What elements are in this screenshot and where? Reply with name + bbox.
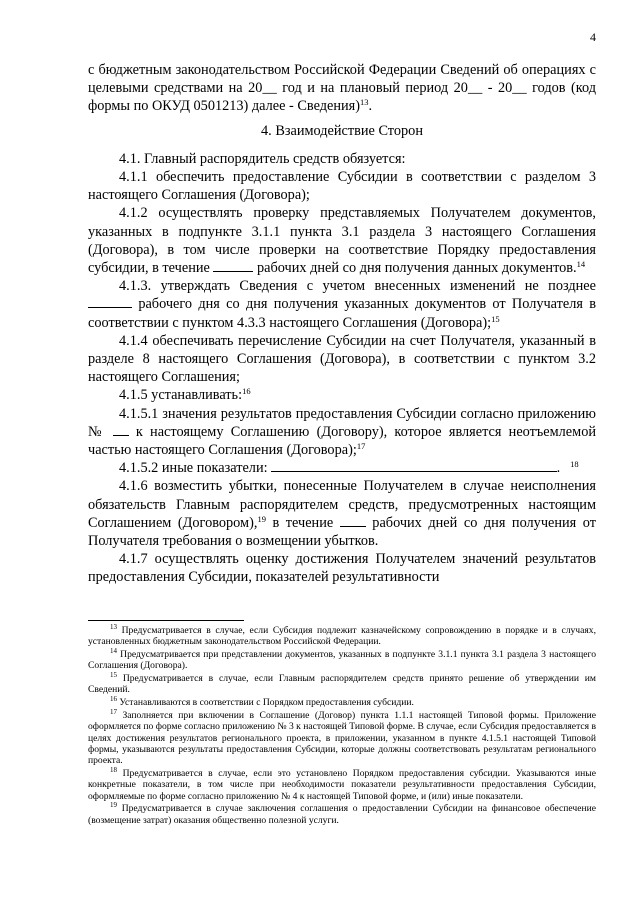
footnote: $^{15}$ Предусматривается в случае, если Главным распорядителем средств принято решение об утверждении им Сведений. — [88, 671, 596, 696]
footnote-divider — [88, 620, 244, 621]
clause-4-1-2: 4.1.2 осуществлять проверку представляемых Получателем документов, указанных в подпункте 3.1.1 пункта 3.1 раздела 3 настоящего Соглашения (Договора), в том числе проверки на соответствие Порядку предоставления субсидии, в течение рабочих дней со дня получения данных документов.$^{14}$ — [88, 205, 596, 277]
blank-field — [113, 423, 129, 436]
paragraph-continuation: с бюджетным законодательством Российской Федерации Сведений об операциях с целевыми средствами на 20__ год и на плановый период 20__ - 20__ годов (код формы по ОКУД 0501213) далее - Сведения)$^{13}$. — [88, 62, 596, 115]
footnote: $^{17}$ Заполняется при включении в Соглашение (Договор) пункта 1.1.1 настоящей Типовой формы. Приложение оформляется по форме согласно приложению № 3 к настоящей Типовой форме. В случае, если Субсидия предоставляется в целях достижения результатов регионального проекта, в приложении, указанном в пункте 4.1.5.1 настоящей Типовой формы, указываются результаты предоставления Субсидии, которые должны соответствовать результатам регионального проекта. — [88, 708, 597, 767]
clause-4-1-5: 4.1.5 устанавливать:$^{16}$ — [119, 386, 251, 404]
footnote: $^{18}$ Предусматривается в случае, если это установлено Порядком предоставления субсидии. Указываются иные конкретные показатели, в том числе при необходимости показатели результативности предоставления Субсидии, оформляемые по форме согласно приложению № 4 к настоящей Типовой форме, и (или) иные показатели. — [88, 766, 596, 802]
section-title: 4. Взаимодействие Сторон — [261, 122, 423, 139]
clause-4-1-6: 4.1.6 возместить убытки, понесенные Получателем в случае неисполнения обязательств Главным распорядителем средств, предусмотренных настоящим Соглашением (Договором),$^{19}$ в течение рабочих дней со дня получения от Получателя требования о возмещении убытков. — [88, 478, 596, 550]
footnote: $^{14}$ Предусматривается при представлении документов, указанных в подпункте 3.1.1 пункта 3.1 раздела 3 настоящего Соглашения (Договора). — [88, 647, 596, 672]
footnotes — [88, 620, 596, 828]
footnote: $^{19}$ Предусматривается в случае заключения соглашения о предоставлении Субсидии на финансовое обеспечение (возмещение затрат) оказания общественно полезной услуги. — [88, 801, 596, 826]
clause-4-1: 4.1. Главный распорядитель средств обязуется: — [119, 150, 406, 167]
page-number: 4 — [590, 30, 596, 44]
footnote-ref-13: 13 — [360, 97, 369, 108]
footnote-ref-19: 19 — [257, 513, 266, 524]
footnote-ref-18: 18 — [570, 459, 579, 470]
clause-4-1-3: 4.1.3. утверждать Сведения с учетом внесенных изменений не позднее рабочего дня со дня получения указанных документов от Получателя в соответствии с пунктом 4.3.3 настоящего Соглашения (Договора);$^{15}$ — [88, 278, 597, 331]
clause-4-1-1: 4.1.1 обеспечить предоставление Субсидии в соответствии с разделом 3 настоящего Соглашения (Договора); — [88, 169, 596, 204]
blank-field — [271, 459, 557, 472]
clause-4-1-5-1: 4.1.5.1 значения результатов предоставления Субсидии согласно приложению № к настоящему Соглашению (Договору), которое является неотъемлемой частью настоящего Соглашения (Договора);$^{17}$ — [88, 405, 597, 459]
footnote-ref-15: 15 — [491, 313, 500, 324]
clause-4-1-5-2: 4.1.5.2 иные показатели: . $^{18}$ — [119, 459, 579, 477]
footnote: $^{16}$ Устанавливаются в соответствии с Порядком предоставления субсидии. — [110, 695, 414, 709]
blank-field — [213, 259, 253, 272]
footnote-ref-14: 14 — [576, 259, 586, 270]
footnote: $^{13}$ Предусматривается в случае, если Субсидия подлежит казначейскому сопровождению в порядке и в случаях, установленных бюджетным законодательством Российской Федерации. — [88, 623, 596, 648]
document-body — [88, 61, 596, 587]
footnote-ref-17: 17 — [356, 441, 366, 452]
blank-field — [88, 295, 132, 308]
footnote-ref-16: 16 — [242, 386, 251, 397]
clause-4-1-7: 4.1.7 осуществлять оценку достижения Получателем значений результатов предоставления Субсидии, показателей результативности — [88, 551, 596, 586]
blank-field — [340, 514, 366, 527]
clause-4-1-4: 4.1.4 обеспечивать перечисление Субсидии на счет Получателя, указанный в разделе 8 настоящего Соглашения (Договора), в соответствии с пунктом 3.2 настоящего Соглашения; — [88, 332, 596, 386]
